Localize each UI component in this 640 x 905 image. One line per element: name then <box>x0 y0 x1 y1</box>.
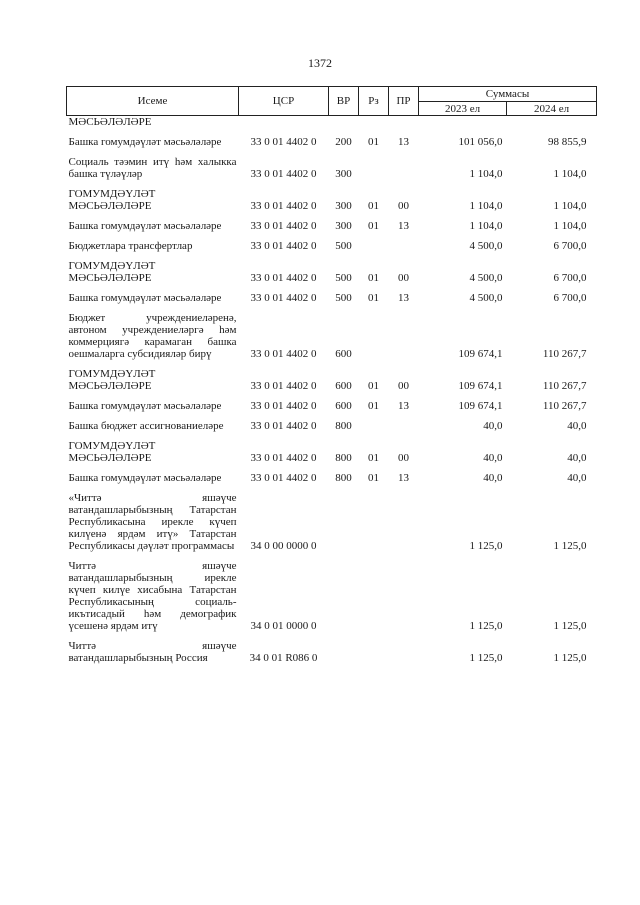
row-rz <box>359 116 389 132</box>
row-vr <box>329 635 359 667</box>
row-pr <box>389 487 419 555</box>
row-rz <box>359 415 389 435</box>
row-vr: 600 <box>335 380 352 392</box>
row-name: Башка гомумдәүләт мәсьәләләре <box>68 136 222 148</box>
header-name: Исеме <box>67 87 239 116</box>
table-row <box>67 487 597 555</box>
row-amount-2024: 1 125,0 <box>553 652 587 664</box>
row-amount-2024: 40,0 <box>567 420 587 432</box>
row-pr <box>389 235 419 255</box>
row-pr <box>389 307 419 363</box>
row-rz: 01 <box>368 272 379 284</box>
row-amount-2024: 6 700,0 <box>553 272 587 284</box>
row-name: ГОМУМДӘҮЛӘТ МӘСЬӘЛӘЛӘРЕ <box>68 188 156 212</box>
row-rz <box>359 487 389 555</box>
row-rz: 01 <box>368 472 379 484</box>
row-amount-2024: 1 104,0 <box>553 168 587 180</box>
row-vr <box>329 116 359 132</box>
row-rz <box>359 307 389 363</box>
row-csr: 33 0 01 4402 0 <box>250 200 317 212</box>
row-csr: 33 0 01 4402 0 <box>250 420 317 432</box>
table-row <box>67 116 597 132</box>
row-pr: 13 <box>398 292 409 304</box>
row-amount-2024: 110 267,7 <box>542 380 587 392</box>
row-pr: 13 <box>398 400 409 412</box>
row-rz <box>359 635 389 667</box>
row-amount-2023: 1 125,0 <box>469 540 503 552</box>
row-csr: 33 0 01 4402 0 <box>250 380 317 392</box>
row-rz <box>359 235 389 255</box>
row-amount-2023: 1 104,0 <box>469 220 503 232</box>
row-amount-2023 <box>419 116 507 132</box>
row-csr: 33 0 01 4402 0 <box>250 472 317 484</box>
table-row <box>67 307 597 363</box>
table-row <box>67 555 597 635</box>
row-amount-2024: 1 125,0 <box>553 620 587 632</box>
budget-table <box>66 86 597 667</box>
table-row <box>67 235 597 255</box>
row-rz: 01 <box>368 380 379 392</box>
row-amount-2024: 6 700,0 <box>553 240 587 252</box>
row-vr: 500 <box>335 292 352 304</box>
row-amount-2024: 1 104,0 <box>553 200 587 212</box>
row-csr <box>239 116 329 132</box>
row-rz <box>359 555 389 635</box>
row-csr: 33 0 01 4402 0 <box>250 452 317 464</box>
row-name: Башка гомумдәүләт мәсьәләләре <box>68 400 222 412</box>
row-rz <box>359 151 389 183</box>
header-sums: Суммасы <box>419 87 597 102</box>
row-pr: 00 <box>398 380 409 392</box>
row-csr: 33 0 01 4402 0 <box>250 400 317 412</box>
row-name: Читтә яшәүче ватандашларыбызның Россия <box>68 640 237 664</box>
row-pr: 00 <box>398 272 409 284</box>
row-rz: 01 <box>368 200 379 212</box>
row-vr <box>329 555 359 635</box>
row-csr: 33 0 01 4402 0 <box>250 348 317 360</box>
row-vr: 600 <box>335 348 352 360</box>
row-amount-2023: 1 104,0 <box>469 168 503 180</box>
table-header <box>67 87 597 116</box>
row-vr: 300 <box>335 220 352 232</box>
row-name: Башка гомумдәүләт мәсьәләләре <box>68 472 222 484</box>
row-amount-2023: 1 125,0 <box>469 652 503 664</box>
row-pr <box>389 415 419 435</box>
row-vr: 800 <box>335 472 352 484</box>
row-amount-2024: 110 267,7 <box>542 400 587 412</box>
row-amount-2024: 110 267,7 <box>542 348 587 360</box>
row-name: Бюджетлара трансфертлар <box>68 240 193 252</box>
header-year-2024: 2024 ел <box>507 102 597 116</box>
table-row <box>67 287 597 307</box>
row-pr: 00 <box>398 200 409 212</box>
row-amount-2024: 6 700,0 <box>553 292 587 304</box>
table-row <box>67 415 597 435</box>
row-vr: 800 <box>335 420 352 432</box>
row-amount-2023: 4 500,0 <box>469 272 503 284</box>
row-amount-2023: 1 125,0 <box>469 620 503 632</box>
row-rz: 01 <box>368 452 379 464</box>
row-name: Башка гомумдәүләт мәсьәләләре <box>68 220 222 232</box>
table-row <box>67 151 597 183</box>
row-csr: 34 0 00 0000 0 <box>250 540 317 552</box>
row-pr <box>389 116 419 132</box>
header-pr: ПР <box>389 87 419 116</box>
row-vr: 800 <box>335 452 352 464</box>
row-amount-2024: 40,0 <box>567 472 587 484</box>
row-vr: 500 <box>335 272 352 284</box>
row-amount-2023: 4 500,0 <box>469 240 503 252</box>
row-amount-2024: 40,0 <box>567 452 587 464</box>
table-row <box>67 131 597 151</box>
row-csr: 33 0 01 4402 0 <box>250 292 317 304</box>
row-amount-2023: 1 104,0 <box>469 200 503 212</box>
row-csr: 33 0 01 4402 0 <box>250 136 317 148</box>
row-amount-2023: 40,0 <box>483 472 503 484</box>
row-name: ГОМУМДӘҮЛӘТ МӘСЬӘЛӘЛӘРЕ <box>68 260 156 284</box>
row-amount-2023: 4 500,0 <box>469 292 503 304</box>
table-row <box>67 395 597 415</box>
row-name: МӘСЬӘЛӘЛӘРЕ <box>68 116 152 128</box>
table-row <box>67 467 597 487</box>
row-amount-2023: 109 674,1 <box>458 348 503 360</box>
row-csr: 34 0 01 0000 0 <box>250 620 317 632</box>
row-name: «Читтә яшәүче ватандашларыбызның Татарстан Республикасына ирекле күчеп килүенә ярдәм итү» Татарстан Республикасы дәүләт программасы <box>68 492 237 552</box>
row-amount-2023: 40,0 <box>483 420 503 432</box>
row-name: Башка гомумдәүләт мәсьәләләре <box>68 292 222 304</box>
row-pr <box>389 555 419 635</box>
row-amount-2024 <box>507 116 597 132</box>
table-body <box>67 116 597 668</box>
table-row <box>67 635 597 667</box>
table-row <box>67 255 597 287</box>
row-vr: 200 <box>335 136 352 148</box>
row-csr: 33 0 01 4402 0 <box>250 240 317 252</box>
row-name: Читтә яшәүче ватандашларыбызның ирекле күчеп килүе хисабына Татарстан Республикасының социаль-икътисадый һәм демографик үсешенә ярдәм итү <box>68 560 237 632</box>
row-pr: 13 <box>398 472 409 484</box>
row-pr: 00 <box>398 452 409 464</box>
header-vr: ВР <box>329 87 359 116</box>
row-name: Социаль тәэмин итү һәм халыкка башка түләүләр <box>68 156 237 180</box>
header-year-2023: 2023 ел <box>419 102 507 116</box>
row-amount-2024: 1 125,0 <box>553 540 587 552</box>
row-name: Башка бюджет ассигнованиеләре <box>68 420 224 432</box>
row-amount-2024: 1 104,0 <box>553 220 587 232</box>
page-number: 1372 <box>308 56 332 70</box>
row-rz: 01 <box>368 400 379 412</box>
row-amount-2023: 40,0 <box>483 452 503 464</box>
row-rz: 01 <box>368 136 379 148</box>
row-rz: 01 <box>368 292 379 304</box>
row-name: ГОМУМДӘҮЛӘТ МӘСЬӘЛӘЛӘРЕ <box>68 368 156 392</box>
row-pr: 13 <box>398 220 409 232</box>
row-amount-2023: 109 674,1 <box>458 400 503 412</box>
row-rz: 01 <box>368 220 379 232</box>
row-vr: 300 <box>335 168 352 180</box>
row-pr: 13 <box>398 136 409 148</box>
row-vr <box>329 487 359 555</box>
table-row <box>67 183 597 215</box>
row-amount-2023: 101 056,0 <box>458 136 503 148</box>
row-name: ГОМУМДӘҮЛӘТ МӘСЬӘЛӘЛӘРЕ <box>68 440 156 464</box>
header-csr: ЦСР <box>239 87 329 116</box>
row-csr: 33 0 01 4402 0 <box>250 220 317 232</box>
table-row <box>67 215 597 235</box>
row-vr: 500 <box>335 240 352 252</box>
row-name: Бюджет учреждениеләренә, автоном учреждениеләргә һәм коммерциягә карамаган башка оешмаларга субсидияләр бирү <box>68 312 237 360</box>
row-amount-2023: 109 674,1 <box>458 380 503 392</box>
row-csr: 34 0 01 R086 0 <box>249 652 318 664</box>
row-amount-2024: 98 855,9 <box>548 136 587 148</box>
row-pr <box>389 635 419 667</box>
row-csr: 33 0 01 4402 0 <box>250 272 317 284</box>
header-rz: Рз <box>359 87 389 116</box>
row-csr: 33 0 01 4402 0 <box>250 168 317 180</box>
row-vr: 300 <box>335 200 352 212</box>
table-row <box>67 363 597 395</box>
row-pr <box>389 151 419 183</box>
table-row <box>67 435 597 467</box>
row-vr: 600 <box>335 400 352 412</box>
